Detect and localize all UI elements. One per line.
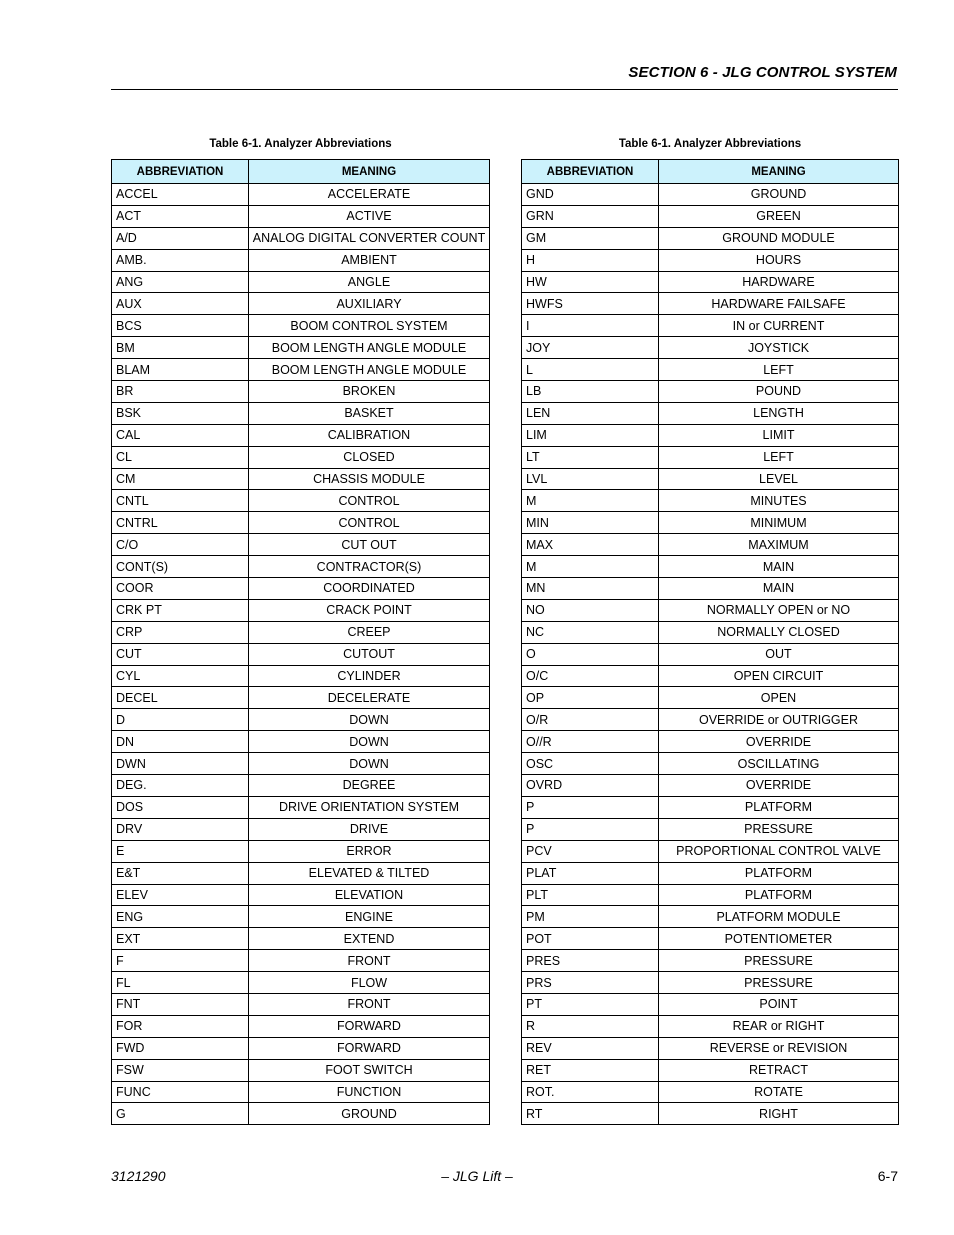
table-row bbox=[522, 271, 899, 293]
abbreviation-cell: LT bbox=[522, 446, 659, 468]
abbreviation-cell: PRES bbox=[522, 950, 659, 972]
table-row bbox=[112, 731, 490, 753]
table-row bbox=[112, 1037, 490, 1059]
meaning-cell: PRESSURE bbox=[659, 972, 899, 994]
abbreviation-cell: MAX bbox=[522, 534, 659, 556]
table-row bbox=[522, 1103, 899, 1125]
table-body bbox=[112, 184, 490, 1125]
table-row bbox=[112, 402, 490, 424]
abbreviation-cell: E bbox=[112, 840, 249, 862]
meaning-cell: ACTIVE bbox=[249, 205, 490, 227]
table-row bbox=[522, 687, 899, 709]
table-row bbox=[522, 315, 899, 337]
table-row bbox=[112, 796, 490, 818]
abbreviation-cell: LVL bbox=[522, 468, 659, 490]
meaning-cell: CREEP bbox=[249, 621, 490, 643]
table-row bbox=[522, 556, 899, 578]
table-header-row bbox=[522, 160, 899, 184]
abbreviation-cell: ROT. bbox=[522, 1081, 659, 1103]
abbreviation-cell: PCV bbox=[522, 840, 659, 862]
abbreviation-cell: BCS bbox=[112, 315, 249, 337]
abbreviation-cell: FUNC bbox=[112, 1081, 249, 1103]
abbreviation-cell: LB bbox=[522, 381, 659, 403]
meaning-cell: PRESSURE bbox=[659, 950, 899, 972]
table-body bbox=[522, 184, 899, 1125]
meaning-cell: NORMALLY CLOSED bbox=[659, 621, 899, 643]
meaning-cell: LEVEL bbox=[659, 468, 899, 490]
abbreviation-cell: BLAM bbox=[112, 359, 249, 381]
table-row bbox=[522, 490, 899, 512]
table-row bbox=[522, 950, 899, 972]
table-row bbox=[522, 621, 899, 643]
table-row bbox=[112, 381, 490, 403]
meaning-cell: POUND bbox=[659, 381, 899, 403]
abbreviation-cell: BR bbox=[112, 381, 249, 403]
table-row bbox=[112, 775, 490, 797]
table-row bbox=[522, 884, 899, 906]
column-header-abbreviation: ABBREVIATION bbox=[112, 160, 249, 184]
table-row bbox=[522, 796, 899, 818]
meaning-cell: LEFT bbox=[659, 359, 899, 381]
table-row bbox=[112, 665, 490, 687]
table-row bbox=[112, 249, 490, 271]
table-caption: Table 6-1. Analyzer Abbreviations bbox=[618, 138, 802, 150]
abbreviation-cell: E&T bbox=[112, 862, 249, 884]
abbreviation-cell: OVRD bbox=[522, 775, 659, 797]
abbreviation-cell: COOR bbox=[112, 578, 249, 600]
meaning-cell: MINIMUM bbox=[659, 512, 899, 534]
meaning-cell: IN or CURRENT bbox=[659, 315, 899, 337]
table-row bbox=[112, 884, 490, 906]
meaning-cell: FRONT bbox=[249, 993, 490, 1015]
abbreviation-cell: PM bbox=[522, 906, 659, 928]
table-row bbox=[522, 227, 899, 249]
table-row bbox=[522, 184, 899, 206]
meaning-cell: BASKET bbox=[249, 402, 490, 424]
meaning-cell: LIMIT bbox=[659, 424, 899, 446]
abbreviation-cell: C/O bbox=[112, 534, 249, 556]
meaning-cell: JOYSTICK bbox=[659, 337, 899, 359]
meaning-cell: GREEN bbox=[659, 205, 899, 227]
abbreviation-cell: O//R bbox=[522, 731, 659, 753]
meaning-cell: PRESSURE bbox=[659, 818, 899, 840]
table-row bbox=[522, 993, 899, 1015]
table-row bbox=[112, 709, 490, 731]
abbreviation-cell: G bbox=[112, 1103, 249, 1125]
abbreviation-cell: ACT bbox=[112, 205, 249, 227]
table bbox=[111, 159, 490, 1125]
table-row bbox=[522, 249, 899, 271]
table-row bbox=[112, 205, 490, 227]
meaning-cell: OSCILLATING bbox=[659, 753, 899, 775]
column-header-meaning: MEANING bbox=[659, 160, 899, 184]
meaning-cell: MAIN bbox=[659, 578, 899, 600]
abbreviation-cell: CRK PT bbox=[112, 599, 249, 621]
meaning-cell: AMBIENT bbox=[249, 249, 490, 271]
meaning-cell: GROUND bbox=[249, 1103, 490, 1125]
meaning-cell: REVERSE or REVISION bbox=[659, 1037, 899, 1059]
meaning-cell: FRONT bbox=[249, 950, 490, 972]
meaning-cell: ELEVATION bbox=[249, 884, 490, 906]
abbreviation-cell: O/C bbox=[522, 665, 659, 687]
meaning-cell: LENGTH bbox=[659, 402, 899, 424]
table-row bbox=[112, 840, 490, 862]
meaning-cell: FLOW bbox=[249, 972, 490, 994]
meaning-cell: RIGHT bbox=[659, 1103, 899, 1125]
table-row bbox=[522, 906, 899, 928]
table-row bbox=[522, 402, 899, 424]
column-header-meaning: MEANING bbox=[249, 160, 490, 184]
meaning-cell: ROTATE bbox=[659, 1081, 899, 1103]
table-row bbox=[112, 271, 490, 293]
meaning-cell: PROPORTIONAL CONTROL VALVE bbox=[659, 840, 899, 862]
meaning-cell: GROUND MODULE bbox=[659, 227, 899, 249]
table-row bbox=[522, 709, 899, 731]
table-row bbox=[112, 687, 490, 709]
abbreviation-cell: RET bbox=[522, 1059, 659, 1081]
table-row bbox=[112, 512, 490, 534]
table-row bbox=[112, 972, 490, 994]
meaning-cell: POTENTIOMETER bbox=[659, 928, 899, 950]
table-row bbox=[522, 337, 899, 359]
table-header-row bbox=[112, 160, 490, 184]
table-row bbox=[522, 862, 899, 884]
meaning-cell: DECELERATE bbox=[249, 687, 490, 709]
table-row bbox=[112, 490, 490, 512]
abbreviation-cell: ANG bbox=[112, 271, 249, 293]
meaning-cell: OVERRIDE or OUTRIGGER bbox=[659, 709, 899, 731]
table-row bbox=[112, 468, 490, 490]
meaning-cell: DRIVE bbox=[249, 818, 490, 840]
abbreviation-cell: DECEL bbox=[112, 687, 249, 709]
meaning-cell: PLATFORM bbox=[659, 884, 899, 906]
table-row bbox=[112, 534, 490, 556]
abbreviation-cell: F bbox=[112, 950, 249, 972]
table-row bbox=[112, 950, 490, 972]
table-row bbox=[522, 1037, 899, 1059]
table-row bbox=[522, 359, 899, 381]
table-row bbox=[112, 446, 490, 468]
abbreviation-cell: M bbox=[522, 490, 659, 512]
abbreviation-cell: MIN bbox=[522, 512, 659, 534]
abbreviation-cell: FNT bbox=[112, 993, 249, 1015]
table-row bbox=[522, 512, 899, 534]
meaning-cell: BOOM LENGTH ANGLE MODULE bbox=[249, 337, 490, 359]
abbreviation-cell: DN bbox=[112, 731, 249, 753]
abbreviation-cell: CNTRL bbox=[112, 512, 249, 534]
meaning-cell: PLATFORM MODULE bbox=[659, 906, 899, 928]
table-row bbox=[112, 599, 490, 621]
abbreviation-cell: HW bbox=[522, 271, 659, 293]
abbreviation-cell: L bbox=[522, 359, 659, 381]
abbreviation-cell: NC bbox=[522, 621, 659, 643]
header-divider bbox=[111, 89, 898, 90]
abbreviation-cell: GRN bbox=[522, 205, 659, 227]
meaning-cell: DEGREE bbox=[249, 775, 490, 797]
column-header-abbreviation: ABBREVIATION bbox=[522, 160, 659, 184]
table-row bbox=[112, 1059, 490, 1081]
abbreviation-cell: DOS bbox=[112, 796, 249, 818]
meaning-cell: GROUND bbox=[659, 184, 899, 206]
abbreviation-cell: A/D bbox=[112, 227, 249, 249]
table-row bbox=[112, 753, 490, 775]
abbreviation-cell: CAL bbox=[112, 424, 249, 446]
abbreviation-cell: BSK bbox=[112, 402, 249, 424]
meaning-cell: OPEN CIRCUIT bbox=[659, 665, 899, 687]
abbreviation-cell: FL bbox=[112, 972, 249, 994]
abbreviation-cell: PLAT bbox=[522, 862, 659, 884]
meaning-cell: OVERRIDE bbox=[659, 731, 899, 753]
meaning-cell: OUT bbox=[659, 643, 899, 665]
table-row bbox=[522, 293, 899, 315]
meaning-cell: AUXILIARY bbox=[249, 293, 490, 315]
meaning-cell: EXTEND bbox=[249, 928, 490, 950]
abbreviation-cell: FWD bbox=[112, 1037, 249, 1059]
document-number: 3121290 bbox=[111, 1168, 166, 1184]
abbreviation-cell: BM bbox=[112, 337, 249, 359]
table-row bbox=[112, 1103, 490, 1125]
meaning-cell: RETRACT bbox=[659, 1059, 899, 1081]
meaning-cell: NORMALLY OPEN or NO bbox=[659, 599, 899, 621]
table-row bbox=[112, 928, 490, 950]
meaning-cell: POINT bbox=[659, 993, 899, 1015]
abbreviation-cell: GM bbox=[522, 227, 659, 249]
abbreviation-cell: NO bbox=[522, 599, 659, 621]
table-row bbox=[112, 1015, 490, 1037]
meaning-cell: REAR or RIGHT bbox=[659, 1015, 899, 1037]
table-row bbox=[112, 293, 490, 315]
table-row bbox=[112, 643, 490, 665]
abbreviation-cell: LEN bbox=[522, 402, 659, 424]
abbreviation-cell: CYL bbox=[112, 665, 249, 687]
abbreviation-cell: JOY bbox=[522, 337, 659, 359]
meaning-cell: FOOT SWITCH bbox=[249, 1059, 490, 1081]
meaning-cell: HARDWARE FAILSAFE bbox=[659, 293, 899, 315]
meaning-cell: BOOM CONTROL SYSTEM bbox=[249, 315, 490, 337]
table-caption: Table 6-1. Analyzer Abbreviations bbox=[209, 138, 392, 150]
abbreviation-cell: CL bbox=[112, 446, 249, 468]
abbreviation-cell: ACCEL bbox=[112, 184, 249, 206]
abbreviation-cell: EXT bbox=[112, 928, 249, 950]
table-row bbox=[112, 818, 490, 840]
abbreviation-cell: REV bbox=[522, 1037, 659, 1059]
table-row bbox=[522, 1015, 899, 1037]
abbreviation-cell: OP bbox=[522, 687, 659, 709]
abbreviation-cell: POT bbox=[522, 928, 659, 950]
table-row bbox=[112, 621, 490, 643]
meaning-cell: CONTROL bbox=[249, 512, 490, 534]
abbreviation-cell: D bbox=[112, 709, 249, 731]
abbreviation-cell: FOR bbox=[112, 1015, 249, 1037]
table-row bbox=[522, 578, 899, 600]
meaning-cell: DOWN bbox=[249, 709, 490, 731]
abbreviation-cell: OSC bbox=[522, 753, 659, 775]
table-row bbox=[112, 993, 490, 1015]
table-row bbox=[522, 1081, 899, 1103]
abbreviation-cell: CNTL bbox=[112, 490, 249, 512]
meaning-cell: MAXIMUM bbox=[659, 534, 899, 556]
table-row bbox=[112, 906, 490, 928]
abbreviation-cell: P bbox=[522, 796, 659, 818]
abbreviation-cell: GND bbox=[522, 184, 659, 206]
abbreviation-cell: AUX bbox=[112, 293, 249, 315]
abbreviation-cell: CRP bbox=[112, 621, 249, 643]
meaning-cell: LEFT bbox=[659, 446, 899, 468]
abbreviation-cell: FSW bbox=[112, 1059, 249, 1081]
table-row bbox=[522, 818, 899, 840]
meaning-cell: CONTROL bbox=[249, 490, 490, 512]
meaning-cell: CRACK POINT bbox=[249, 599, 490, 621]
meaning-cell: CUTOUT bbox=[249, 643, 490, 665]
table-row bbox=[522, 775, 899, 797]
meaning-cell: ANGLE bbox=[249, 271, 490, 293]
meaning-cell: COORDINATED bbox=[249, 578, 490, 600]
abbreviation-cell: PLT bbox=[522, 884, 659, 906]
table-row bbox=[112, 184, 490, 206]
abbreviation-cell: CUT bbox=[112, 643, 249, 665]
meaning-cell: CUT OUT bbox=[249, 534, 490, 556]
table-row bbox=[112, 424, 490, 446]
table-row bbox=[112, 1081, 490, 1103]
abbreviation-cell: CONT(S) bbox=[112, 556, 249, 578]
footer-brand: – JLG Lift – bbox=[441, 1168, 513, 1184]
table-row bbox=[522, 731, 899, 753]
meaning-cell: CONTRACTOR(S) bbox=[249, 556, 490, 578]
meaning-cell: CYLINDER bbox=[249, 665, 490, 687]
abbreviation-cell: ELEV bbox=[112, 884, 249, 906]
meaning-cell: FORWARD bbox=[249, 1037, 490, 1059]
abbreviation-cell: O bbox=[522, 643, 659, 665]
meaning-cell: DOWN bbox=[249, 753, 490, 775]
table-row bbox=[112, 862, 490, 884]
meaning-cell: DOWN bbox=[249, 731, 490, 753]
abbreviation-cell: DRV bbox=[112, 818, 249, 840]
table-row bbox=[522, 599, 899, 621]
meaning-cell: HOURS bbox=[659, 249, 899, 271]
abbreviation-cell: LIM bbox=[522, 424, 659, 446]
abbreviations-table-right bbox=[521, 136, 899, 1125]
table-row bbox=[522, 205, 899, 227]
abbreviation-cell: RT bbox=[522, 1103, 659, 1125]
abbreviation-cell: P bbox=[522, 818, 659, 840]
table bbox=[521, 159, 899, 1125]
table-row bbox=[522, 643, 899, 665]
meaning-cell: ELEVATED & TILTED bbox=[249, 862, 490, 884]
meaning-cell: DRIVE ORIENTATION SYSTEM bbox=[249, 796, 490, 818]
table-row bbox=[522, 534, 899, 556]
meaning-cell: PLATFORM bbox=[659, 862, 899, 884]
table-row bbox=[112, 227, 490, 249]
table-row bbox=[522, 446, 899, 468]
table-row bbox=[522, 381, 899, 403]
section-title: SECTION 6 - JLG CONTROL SYSTEM bbox=[628, 64, 897, 81]
abbreviation-cell: PRS bbox=[522, 972, 659, 994]
meaning-cell: FUNCTION bbox=[249, 1081, 490, 1103]
abbreviation-cell: M bbox=[522, 556, 659, 578]
abbreviation-cell: MN bbox=[522, 578, 659, 600]
meaning-cell: PLATFORM bbox=[659, 796, 899, 818]
abbreviation-cell: I bbox=[522, 315, 659, 337]
meaning-cell: FORWARD bbox=[249, 1015, 490, 1037]
abbreviations-table-left bbox=[111, 136, 490, 1125]
table-row bbox=[522, 840, 899, 862]
table-row bbox=[112, 578, 490, 600]
table-row bbox=[522, 928, 899, 950]
table-row bbox=[522, 665, 899, 687]
meaning-cell: ENGINE bbox=[249, 906, 490, 928]
table-row bbox=[522, 468, 899, 490]
meaning-cell: CLOSED bbox=[249, 446, 490, 468]
abbreviation-cell: DWN bbox=[112, 753, 249, 775]
meaning-cell: CHASSIS MODULE bbox=[249, 468, 490, 490]
meaning-cell: OPEN bbox=[659, 687, 899, 709]
meaning-cell: MAIN bbox=[659, 556, 899, 578]
abbreviation-cell: CM bbox=[112, 468, 249, 490]
meaning-cell: CALIBRATION bbox=[249, 424, 490, 446]
abbreviation-cell: DEG. bbox=[112, 775, 249, 797]
table-row bbox=[112, 337, 490, 359]
abbreviation-cell: AMB. bbox=[112, 249, 249, 271]
table-row bbox=[522, 753, 899, 775]
table-row bbox=[112, 315, 490, 337]
meaning-cell: MINUTES bbox=[659, 490, 899, 512]
abbreviation-cell: PT bbox=[522, 993, 659, 1015]
abbreviation-cell: HWFS bbox=[522, 293, 659, 315]
table-row bbox=[112, 556, 490, 578]
meaning-cell: BROKEN bbox=[249, 381, 490, 403]
abbreviation-cell: O/R bbox=[522, 709, 659, 731]
table-row bbox=[112, 359, 490, 381]
abbreviation-cell: R bbox=[522, 1015, 659, 1037]
meaning-cell: ANALOG DIGITAL CONVERTER COUNT bbox=[249, 227, 490, 249]
meaning-cell: ERROR bbox=[249, 840, 490, 862]
meaning-cell: HARDWARE bbox=[659, 271, 899, 293]
abbreviation-cell: H bbox=[522, 249, 659, 271]
table-row bbox=[522, 1059, 899, 1081]
meaning-cell: ACCELERATE bbox=[249, 184, 490, 206]
page-number: 6-7 bbox=[877, 1168, 898, 1184]
meaning-cell: BOOM LENGTH ANGLE MODULE bbox=[249, 359, 490, 381]
table-row bbox=[522, 972, 899, 994]
meaning-cell: OVERRIDE bbox=[659, 775, 899, 797]
abbreviation-cell: ENG bbox=[112, 906, 249, 928]
table-row bbox=[522, 424, 899, 446]
